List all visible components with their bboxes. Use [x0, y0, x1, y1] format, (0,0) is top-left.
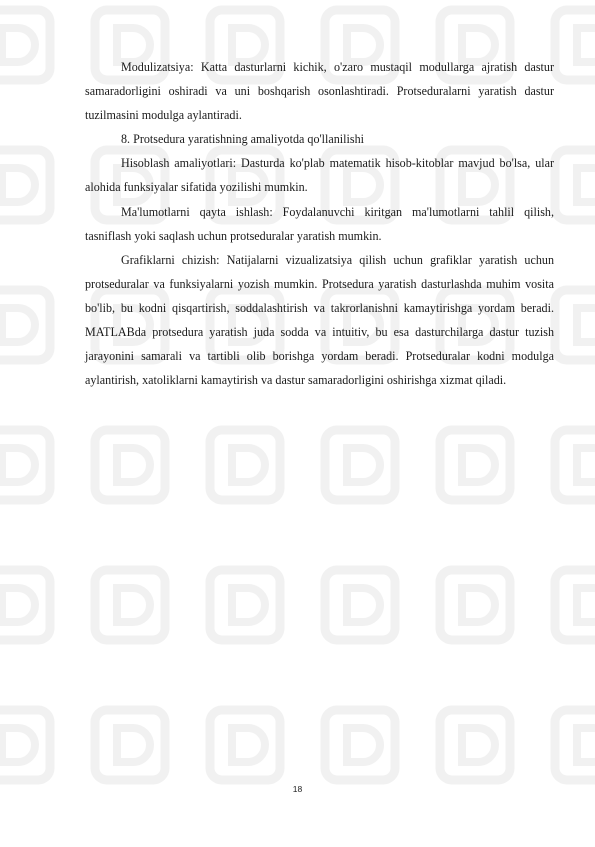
d-logo-watermark-mark	[555, 150, 595, 220]
d-logo-watermark-mark	[210, 710, 280, 780]
paragraph-malumotlar: Ma'lumotlarni qayta ishlash: Foydalanuvchi kiritgan ma'lumotlarni tahlil qilish, tasniflash yoki saqlash uchun protseduralar yaratish mumkin.	[85, 204, 554, 243]
d-logo-watermark-mark	[0, 10, 50, 80]
paragraph-modulizatsiya: Modulizatsiya: Katta dasturlarni kichik, o'zaro mustaqil modullarga ajratish dastur samaradorligini oshiradi va uni boshqarish osonlashtiradi. Protseduralarni yaratish dastur tuzilmasini modulga aylantiradi.	[85, 60, 554, 123]
d-logo-watermark-mark	[95, 430, 165, 500]
d-logo-watermark-mark	[555, 710, 595, 780]
d-logo-watermark-mark	[0, 570, 50, 640]
page-number: 18	[292, 784, 303, 794]
d-logo-watermark-mark	[210, 430, 280, 500]
d-logo-watermark-mark	[440, 430, 510, 500]
d-logo-watermark-mark	[325, 710, 395, 780]
d-logo-watermark-mark	[0, 290, 50, 360]
d-logo-watermark-mark	[0, 430, 50, 500]
d-logo-watermark-mark	[440, 570, 510, 640]
d-logo-watermark-mark	[440, 710, 510, 780]
d-logo-watermark-mark	[325, 430, 395, 500]
d-logo-watermark-mark	[555, 570, 595, 640]
d-logo-watermark-mark	[210, 570, 280, 640]
d-logo-watermark-mark	[555, 290, 595, 360]
d-logo-watermark-mark	[555, 10, 595, 80]
d-logo-watermark-mark	[0, 150, 50, 220]
document-body	[85, 55, 554, 392]
d-logo-watermark-mark	[325, 570, 395, 640]
d-logo-watermark-mark	[95, 710, 165, 780]
d-logo-watermark-mark	[95, 570, 165, 640]
paragraph-grafiklar: Grafiklarni chizish: Natijalarni vizualizatsiya qilish uchun grafiklar yaratish uchun protseduralar va funksiyalarni yozish mumkin. Protsedura yaratish dasturlashda muhim vosita bo'lib, bu kodni qisqartirish, soddalashtirish va takrorlanishni kamaytirishga yordam beradi. MATLABda protsedura yaratish juda sodda va intuitiv, bu esa dasturchilarga dastur tuzish jarayonini samarali va tartibli olib borishga yordam beradi. Protseduralar kodni modulga aylantirish, xatoliklarni kamaytirish va dastur samaradorligini oshirishga xizmat qiladi.	[85, 252, 554, 388]
section-heading: 8. Protsedura yaratishning amaliyotda qo'llanilishi	[121, 132, 365, 147]
d-logo-watermark-mark	[555, 430, 595, 500]
d-logo-watermark-mark	[0, 710, 50, 780]
paragraph-hisoblash: Hisoblash amaliyotlari: Dasturda ko'plab matematik hisob-kitoblar mavjud bo'lsa, ular alohida funksiyalar sifatida yozilishi mumkin.	[85, 156, 554, 195]
